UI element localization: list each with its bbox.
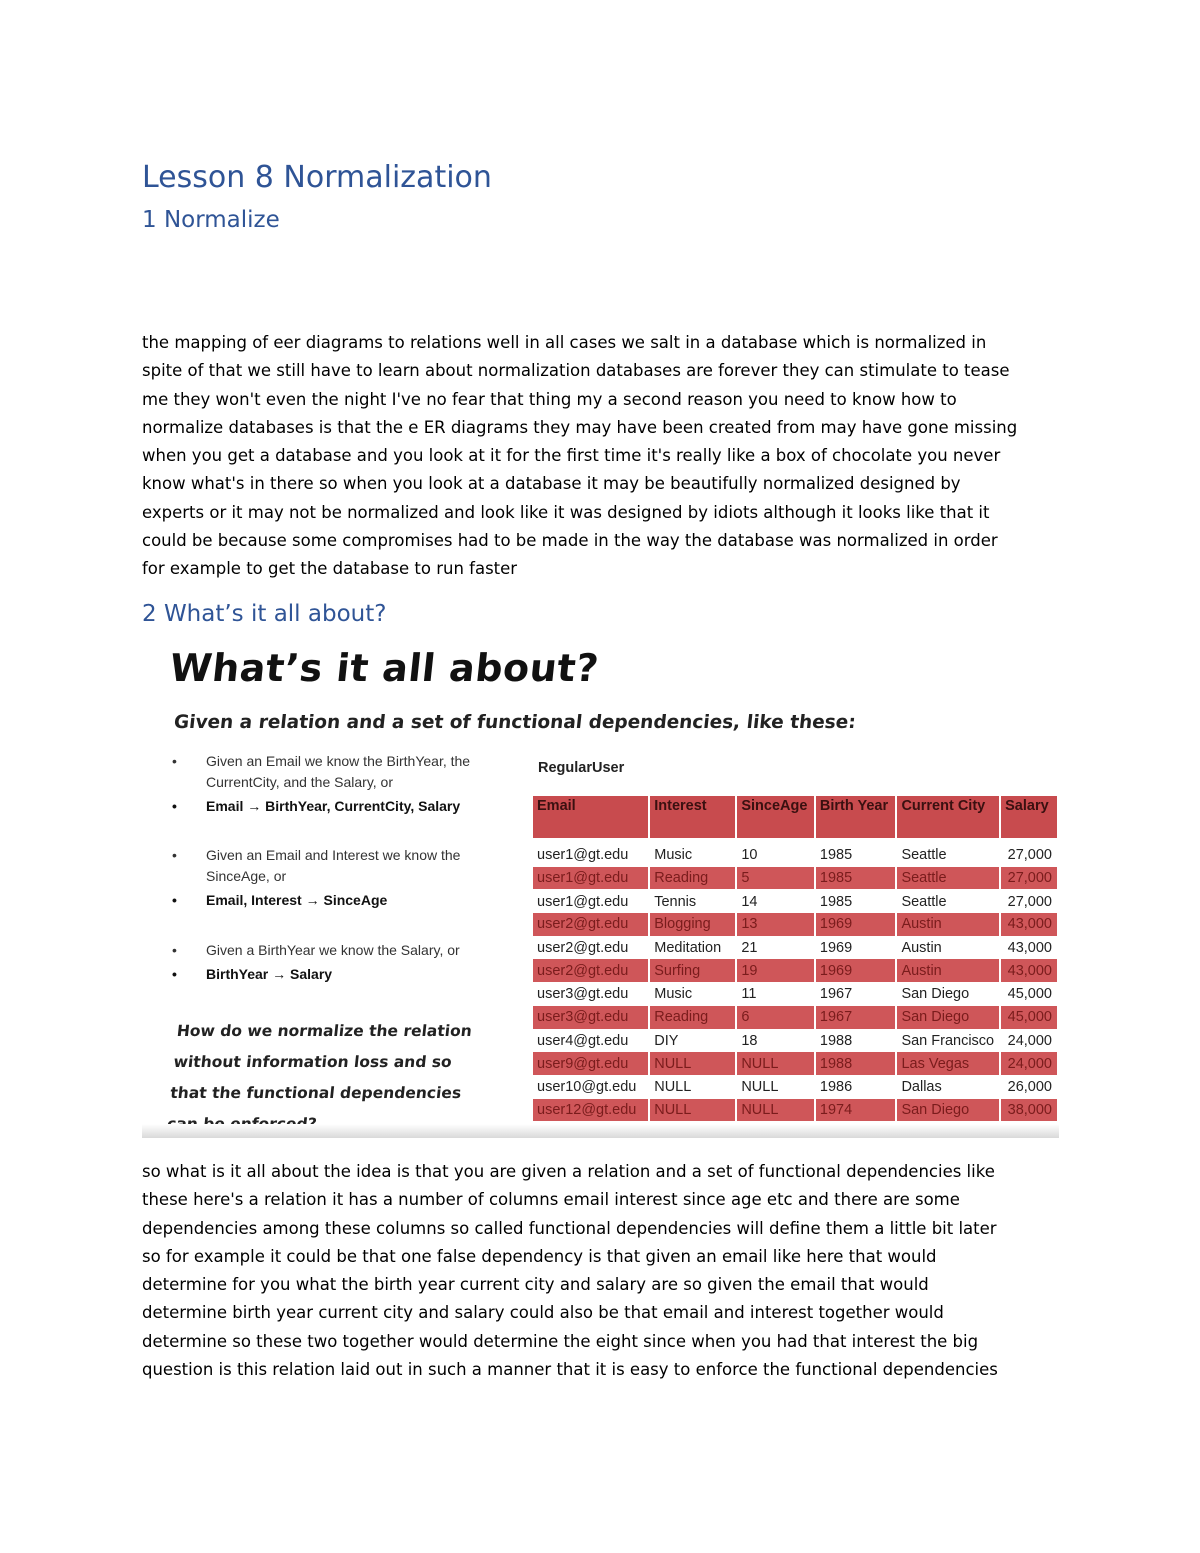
table-cell: 1969 <box>815 936 897 959</box>
table-cell: NULL <box>649 1099 736 1122</box>
table-cell: 1974 <box>815 1099 897 1122</box>
table-cell: Dallas <box>896 1075 1000 1098</box>
bullet-icon: • <box>172 847 177 863</box>
page-title: Lesson 8 Normalization <box>142 160 492 195</box>
paragraph-line: experts or it may not be normalized and look like it was designed by idiots although it looks like that it <box>142 502 990 522</box>
table-cell: Austin <box>896 913 1000 936</box>
table-cell: 21 <box>736 936 815 959</box>
table-cell: Meditation <box>649 936 736 959</box>
table-row <box>533 959 1058 982</box>
table-cell: 43,000 <box>1000 936 1058 959</box>
bullet-text: Given an Email we know the BirthYear, the CurrentCity, and the Salary, or <box>206 753 471 790</box>
bullet-text: Email, Interest → SinceAge <box>206 892 388 908</box>
table-row <box>533 913 1058 936</box>
table-cell: 18 <box>736 1029 815 1052</box>
table-cell: NULL <box>736 1099 815 1122</box>
table-cell: 1985 <box>815 890 897 913</box>
table-cell: 45,000 <box>1000 1006 1058 1029</box>
table-cell: 27,000 <box>1000 890 1058 913</box>
table-cell: Seattle <box>896 890 1000 913</box>
table-cell: 1967 <box>815 983 897 1006</box>
column-header: Interest <box>649 796 736 841</box>
table-name: RegularUser <box>538 760 625 776</box>
table-row <box>533 983 1058 1006</box>
table-cell: DIY <box>649 1029 736 1052</box>
table-cell: 24,000 <box>1000 1029 1058 1052</box>
table-cell: 43,000 <box>1000 913 1058 936</box>
table-cell: 1985 <box>815 867 897 890</box>
table-cell: user3@gt.edu <box>533 983 649 1006</box>
paragraph-line: when you get a database and you look at it for the first time it's really like a box of chocolate you never <box>142 446 1001 466</box>
table-cell: NULL <box>736 1075 815 1098</box>
table-cell: Reading <box>649 1006 736 1029</box>
table-cell: 6 <box>736 1006 815 1029</box>
column-header: SinceAge <box>736 796 815 841</box>
slide-title: What’s it all about? <box>167 646 601 690</box>
regular-user-table <box>533 796 1059 1122</box>
table-cell: user2@gt.edu <box>533 936 649 959</box>
table-cell: Tennis <box>649 890 736 913</box>
table-row <box>533 1075 1058 1098</box>
table-cell: 14 <box>736 890 815 913</box>
table-cell: user10@gt.edu <box>533 1075 649 1098</box>
table-cell: 27,000 <box>1000 867 1058 890</box>
paragraph-line: determine for you what the birth year current city and salary are so given the email that would <box>142 1275 929 1295</box>
slide-bottom-shadow <box>142 1124 1059 1138</box>
column-header: Birth Year <box>815 796 897 841</box>
slide-figure <box>142 632 1059 1138</box>
paragraph-line: could be because some compromises had to be made in the way the database was normalized in order <box>142 531 998 551</box>
slide-subtitle: Given a relation and a set of functional dependencies, like these: <box>172 712 857 733</box>
table-cell: Blogging <box>649 913 736 936</box>
bullet-icon: • <box>172 942 177 958</box>
table-cell: user1@gt.edu <box>533 890 649 913</box>
bullet-text: Given an Email and Interest we know the SinceAge, or <box>206 847 461 884</box>
table-cell: user9@gt.edu <box>533 1052 649 1075</box>
paragraph-line: the mapping of eer diagrams to relations well in all cases we salt in a database which is normalized in <box>142 333 987 352</box>
table-row <box>533 890 1058 913</box>
table-cell: San Francisco <box>896 1029 1000 1052</box>
table-cell: 19 <box>736 959 815 982</box>
table-row <box>533 841 1058 867</box>
table-cell: Austin <box>896 936 1000 959</box>
table-cell: Las Vegas <box>896 1052 1000 1075</box>
paragraph-normalize <box>142 329 1062 584</box>
table-cell: Seattle <box>896 867 1000 890</box>
table-cell: 5 <box>736 867 815 890</box>
table-cell: Music <box>649 841 736 867</box>
table-cell: San Diego <box>896 1006 1000 1029</box>
table-cell: user2@gt.edu <box>533 959 649 982</box>
column-header: Email <box>533 796 649 841</box>
table-cell: NULL <box>736 1052 815 1075</box>
column-header: Salary <box>1000 796 1058 841</box>
paragraph-line: determine birth year current city and salary could also be that email and interest together would <box>142 1303 944 1323</box>
table-cell: Reading <box>649 867 736 890</box>
table-row <box>533 1029 1058 1052</box>
table-cell: Seattle <box>896 841 1000 867</box>
table-row <box>533 867 1058 890</box>
table-cell: 1969 <box>815 959 897 982</box>
bullet-icon: • <box>172 892 177 908</box>
table-cell: 1986 <box>815 1075 897 1098</box>
paragraph-line: me they won't even the night I've no fear that thing my a second reason you need to know how to <box>142 389 957 409</box>
paragraph-line: these here's a relation it has a number of columns email interest since age etc and there are some <box>142 1190 960 1210</box>
table-cell: 45,000 <box>1000 983 1058 1006</box>
section-heading-normalize: 1 Normalize <box>142 207 280 233</box>
table-cell: user1@gt.edu <box>533 867 649 890</box>
slide-question: How do we normalize the relation without information loss and so that the functional dependencies <box>169 1022 473 1102</box>
table-cell: 1967 <box>815 1006 897 1029</box>
table-header-row <box>533 796 1058 841</box>
bullet-icon: • <box>172 753 177 769</box>
paragraph-line: question is this relation laid out in such a manner that it is easy to enforce the functional dependencies <box>142 1360 998 1380</box>
bullet-text: BirthYear → Salary <box>206 966 333 982</box>
table-cell: NULL <box>649 1052 736 1075</box>
table-cell: 26,000 <box>1000 1075 1058 1098</box>
table-cell: user2@gt.edu <box>533 913 649 936</box>
paragraph-line: dependencies among these columns so called functional dependencies will define them a little bit later <box>142 1218 997 1238</box>
bullet-text: Given a BirthYear we know the Salary, or <box>206 942 460 958</box>
paragraph-line: determine so these two together would determine the eight since when you had that interest the big <box>142 1331 979 1351</box>
table-cell: 38,000 <box>1000 1099 1058 1122</box>
table-cell: 10 <box>736 841 815 867</box>
table-cell: 1985 <box>815 841 897 867</box>
table-cell: user12@gt.edu <box>533 1099 649 1122</box>
table-cell: San Diego <box>896 983 1000 1006</box>
paragraph-whats-it-all-about <box>142 1158 1062 1384</box>
column-header: Current City <box>896 796 1000 841</box>
table-cell: San Diego <box>896 1099 1000 1122</box>
table-cell: NULL <box>649 1075 736 1098</box>
paragraph-line: so what is it all about the idea is that you are given a relation and a set of functional dependencies like <box>142 1162 995 1181</box>
table-cell: 43,000 <box>1000 959 1058 982</box>
table-row <box>533 1099 1058 1122</box>
table-cell: Music <box>649 983 736 1006</box>
table-row <box>533 1006 1058 1029</box>
table-cell: 13 <box>736 913 815 936</box>
section-heading-whats-it-all-about: 2 What’s it all about? <box>142 601 387 627</box>
bullet-text: Email → BirthYear, CurrentCity, Salary <box>206 798 461 814</box>
table-cell: user4@gt.edu <box>533 1029 649 1052</box>
table-cell: 11 <box>736 983 815 1006</box>
bullet-icon: • <box>172 966 177 982</box>
table-cell: 1988 <box>815 1052 897 1075</box>
table-cell: user1@gt.edu <box>533 841 649 867</box>
table-cell: Surfing <box>649 959 736 982</box>
table-cell: user3@gt.edu <box>533 1006 649 1029</box>
paragraph-line: normalize databases is that the e ER diagrams they may have been created from may have gone missing <box>142 417 1018 437</box>
table-row <box>533 1052 1058 1075</box>
table-cell: 1988 <box>815 1029 897 1052</box>
paragraph-line: spite of that we still have to learn about normalization databases are forever they can stimulate to tease <box>142 361 1010 381</box>
table-cell: 1969 <box>815 913 897 936</box>
table-row <box>533 936 1058 959</box>
paragraph-line: so for example it could be that one false dependency is that given an email like here that would <box>142 1246 937 1266</box>
table-cell: 24,000 <box>1000 1052 1058 1075</box>
paragraph-line: know what's in there so when you look at a database it may be beautifully normalized designed by <box>142 474 961 494</box>
table-cell: Austin <box>896 959 1000 982</box>
table-cell: 27,000 <box>1000 841 1058 867</box>
bullet-icon: • <box>172 798 177 814</box>
paragraph-line: for example to get the database to run faster <box>142 559 518 579</box>
